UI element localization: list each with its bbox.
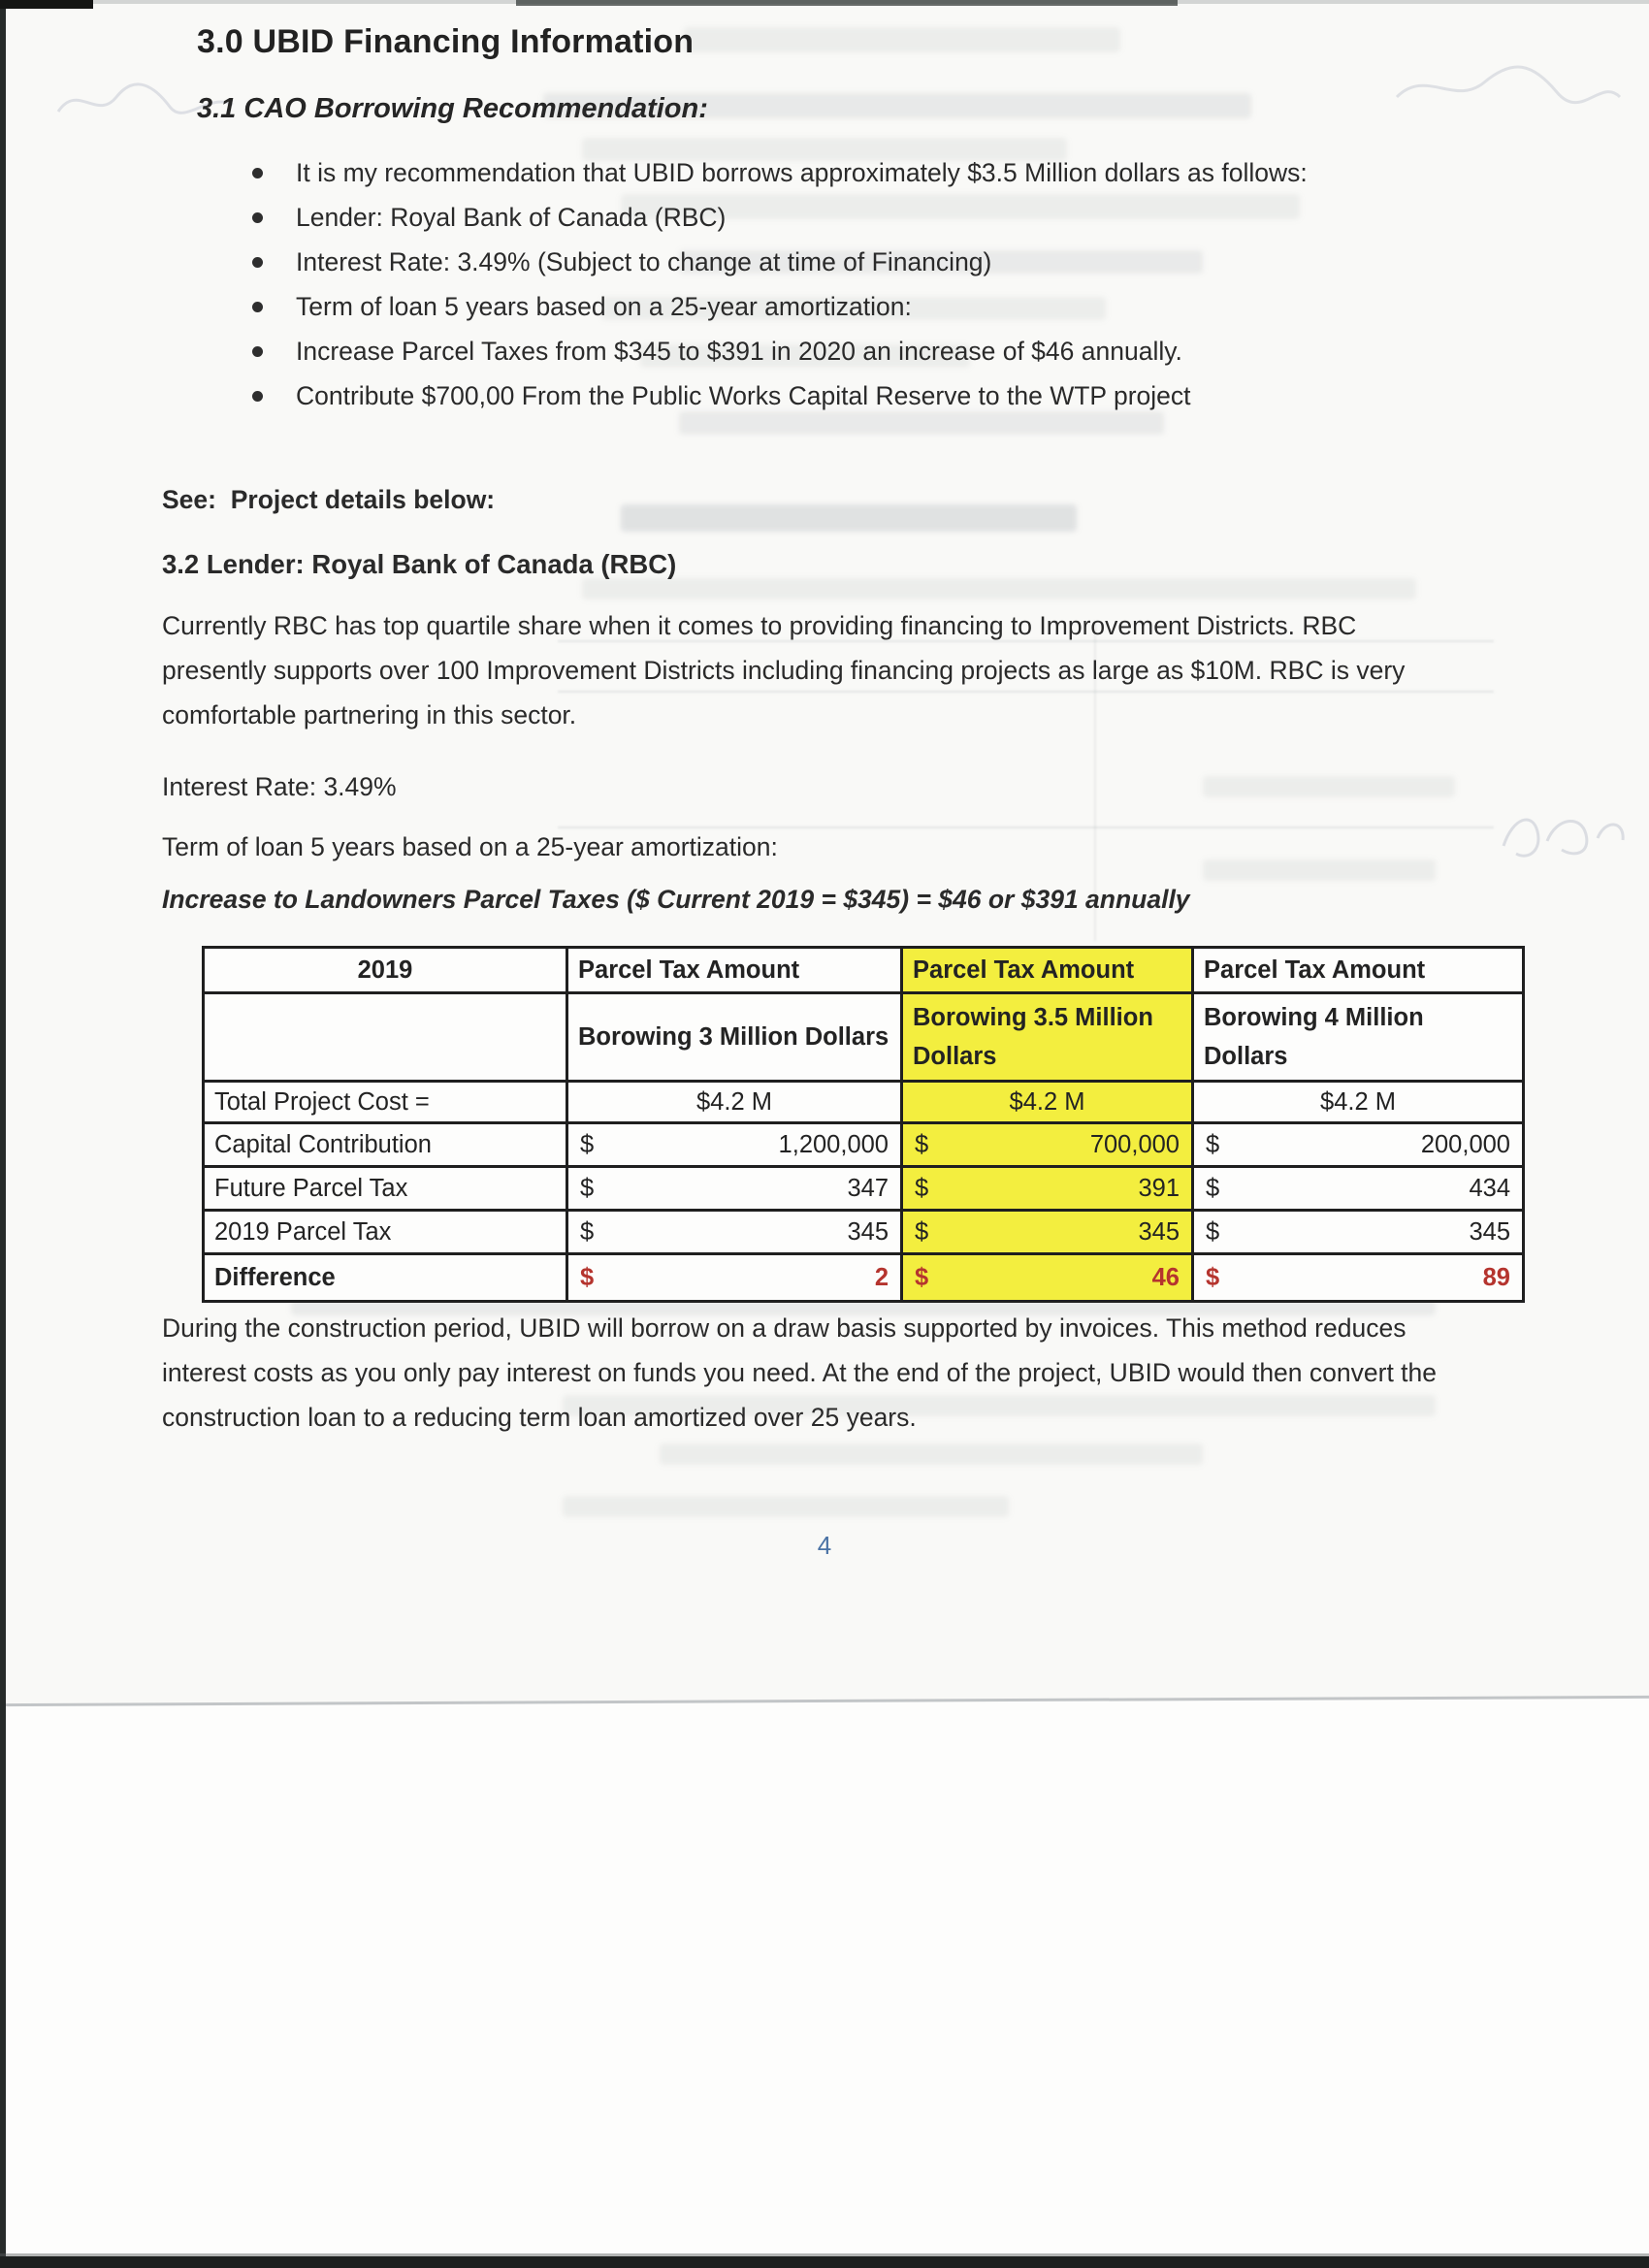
bullet-icon — [252, 168, 263, 178]
bullet-text: Increase Parcel Taxes from $345 to $391 in 2020 an increase of $46 annually. — [296, 337, 1182, 366]
row-label: Difference — [204, 1254, 567, 1302]
list-item — [252, 373, 1406, 418]
table-cell — [1193, 1167, 1524, 1211]
table-cell-highlighted: $4.2 M — [902, 1082, 1193, 1123]
bullet-icon — [252, 346, 263, 357]
table-cell: $4.2 M — [567, 1082, 902, 1123]
cell-value: 347 — [847, 1174, 889, 1202]
pencil-note-ghost — [1489, 788, 1634, 875]
currency-symbol: $ — [915, 1174, 929, 1202]
handwriting-ghost — [1387, 49, 1630, 126]
bleed-through-heading — [621, 504, 1077, 532]
table-row — [204, 1211, 1524, 1254]
table-cell — [567, 1167, 902, 1211]
bleed-through-text — [1203, 776, 1455, 797]
cell-value: 700,000 — [1089, 1130, 1180, 1158]
cell-value: 434 — [1469, 1174, 1510, 1202]
currency-symbol: $ — [915, 1130, 929, 1158]
cell-value: 391 — [1138, 1174, 1180, 1202]
currency-symbol: $ — [580, 1174, 595, 1202]
bullet-text: Contribute $700,00 From the Public Works Capital Reserve to the WTP project — [296, 381, 1191, 410]
table-cell: $4.2 M — [1193, 1082, 1524, 1123]
currency-symbol: $ — [1206, 1263, 1220, 1291]
interest-rate-line: Interest Rate: 3.49% — [162, 772, 397, 801]
table-row-difference — [204, 1254, 1524, 1302]
recommendation-bullet-list — [252, 150, 1406, 418]
table-header-row — [204, 948, 1524, 993]
cell-value: 200,000 — [1420, 1130, 1510, 1158]
scan-edge-left — [0, 0, 6, 2268]
list-item — [252, 150, 1406, 195]
bleed-through-text — [563, 1496, 1009, 1517]
bleed-through-text — [1203, 859, 1436, 881]
cell-value: 2 — [874, 1263, 889, 1291]
bullet-text: It is my recommendation that UBID borrows approximately $3.5 Million dollars as follows: — [296, 158, 1308, 187]
parcel-tax-comparison-table — [202, 946, 1525, 1303]
scan-edge-top-mark — [516, 0, 1178, 6]
list-item — [252, 284, 1406, 329]
construction-loan-paragraph: During the construction period, UBID will borrow on a draw basis supported by invoices. This method reduces interest costs as you only pay interest on funds you need. At the end of the project, UBID would then convert the construction loan to a reducing term loan amortized over 25 years. — [162, 1313, 1438, 1432]
cell-value: 345 — [847, 1217, 889, 1246]
table-cell — [567, 1123, 902, 1167]
section-3-2-heading: 3.2 Lender: Royal Bank of Canada (RBC) — [162, 549, 677, 579]
bleed-through-text — [684, 27, 1120, 52]
section-3-1-heading: 3.1 CAO Borrowing Recommendation: — [197, 93, 708, 124]
table-row — [204, 1082, 1524, 1123]
currency-symbol: $ — [915, 1263, 929, 1291]
table-header-cell: Borowing 4 Million Dollars — [1193, 993, 1524, 1082]
table-cell-highlighted — [902, 1211, 1193, 1254]
cell-value: 1,200,000 — [778, 1130, 889, 1158]
row-label: Total Project Cost = — [204, 1082, 567, 1123]
table-header-cell: Borowing 3 Million Dollars — [567, 993, 902, 1082]
page-title: 3.0 UBID Financing Information — [197, 23, 695, 60]
currency-symbol: $ — [580, 1217, 595, 1246]
table-cell-highlighted — [902, 1254, 1193, 1302]
cell-value: 345 — [1469, 1217, 1510, 1246]
table-header-cell-highlighted: Borowing 3.5 Million Dollars — [902, 993, 1193, 1082]
row-label: Future Parcel Tax — [204, 1167, 567, 1211]
table-header-row — [204, 993, 1524, 1082]
table-row — [204, 1123, 1524, 1167]
parcel-tax-table-heading: Increase to Landowners Parcel Taxes ($ Current 2019 = $345) = $46 or $391 annually — [162, 885, 1190, 914]
bullet-icon — [252, 212, 263, 223]
table-cell-highlighted — [902, 1123, 1193, 1167]
list-item — [252, 195, 1406, 240]
loan-term-line: Term of loan 5 years based on a 25-year amortization: — [162, 832, 778, 861]
scan-edge-top-mark — [0, 0, 93, 9]
row-label: 2019 Parcel Tax — [204, 1211, 567, 1254]
currency-symbol: $ — [580, 1263, 595, 1291]
bullet-text: Interest Rate: 3.49% (Subject to change at time of Financing) — [296, 247, 992, 276]
table-cell — [567, 1254, 902, 1302]
cell-value: 89 — [1482, 1263, 1510, 1291]
table-header-cell — [204, 993, 567, 1082]
rbc-description-paragraph: Currently RBC has top quartile share when it comes to providing financing to Improvement Districts. RBC presently supports over 100 Improvement Districts including financing projects as large as $10M. RBC is very comfortable partnering in this sector. — [162, 611, 1406, 729]
cell-value: 46 — [1151, 1263, 1180, 1291]
bleed-through-text — [582, 578, 1416, 599]
table-row — [204, 1167, 1524, 1211]
currency-symbol: $ — [1206, 1217, 1220, 1246]
page-edge-shadow — [0, 1696, 1649, 2268]
see-project-details-note: See: Project details below: — [162, 485, 496, 514]
table-cell — [1193, 1123, 1524, 1167]
row-label: Capital Contribution — [204, 1123, 567, 1167]
scan-edge-bottom — [0, 2256, 1649, 2268]
bullet-icon — [252, 302, 263, 312]
bleed-through-text — [660, 1443, 1203, 1465]
cell-value: 345 — [1138, 1217, 1180, 1246]
page-number: 4 — [817, 1531, 832, 1560]
list-item — [252, 329, 1406, 373]
currency-symbol: $ — [580, 1130, 595, 1158]
table-header-cell: Parcel Tax Amount — [1193, 948, 1524, 993]
table-header-cell-highlighted: Parcel Tax Amount — [902, 948, 1193, 993]
bullet-icon — [252, 257, 263, 268]
table-header-cell: Parcel Tax Amount — [567, 948, 902, 993]
list-item — [252, 240, 1406, 284]
table-header-cell: 2019 — [204, 948, 567, 993]
table-cell — [1193, 1254, 1524, 1302]
bullet-text: Lender: Royal Bank of Canada (RBC) — [296, 203, 727, 232]
table-cell — [1193, 1211, 1524, 1254]
currency-symbol: $ — [915, 1217, 929, 1246]
currency-symbol: $ — [1206, 1130, 1220, 1158]
bullet-icon — [252, 391, 263, 402]
currency-symbol: $ — [1206, 1174, 1220, 1202]
table-cell — [567, 1211, 902, 1254]
bullet-text: Term of loan 5 years based on a 25-year amortization: — [296, 292, 912, 321]
table-cell-highlighted — [902, 1167, 1193, 1211]
